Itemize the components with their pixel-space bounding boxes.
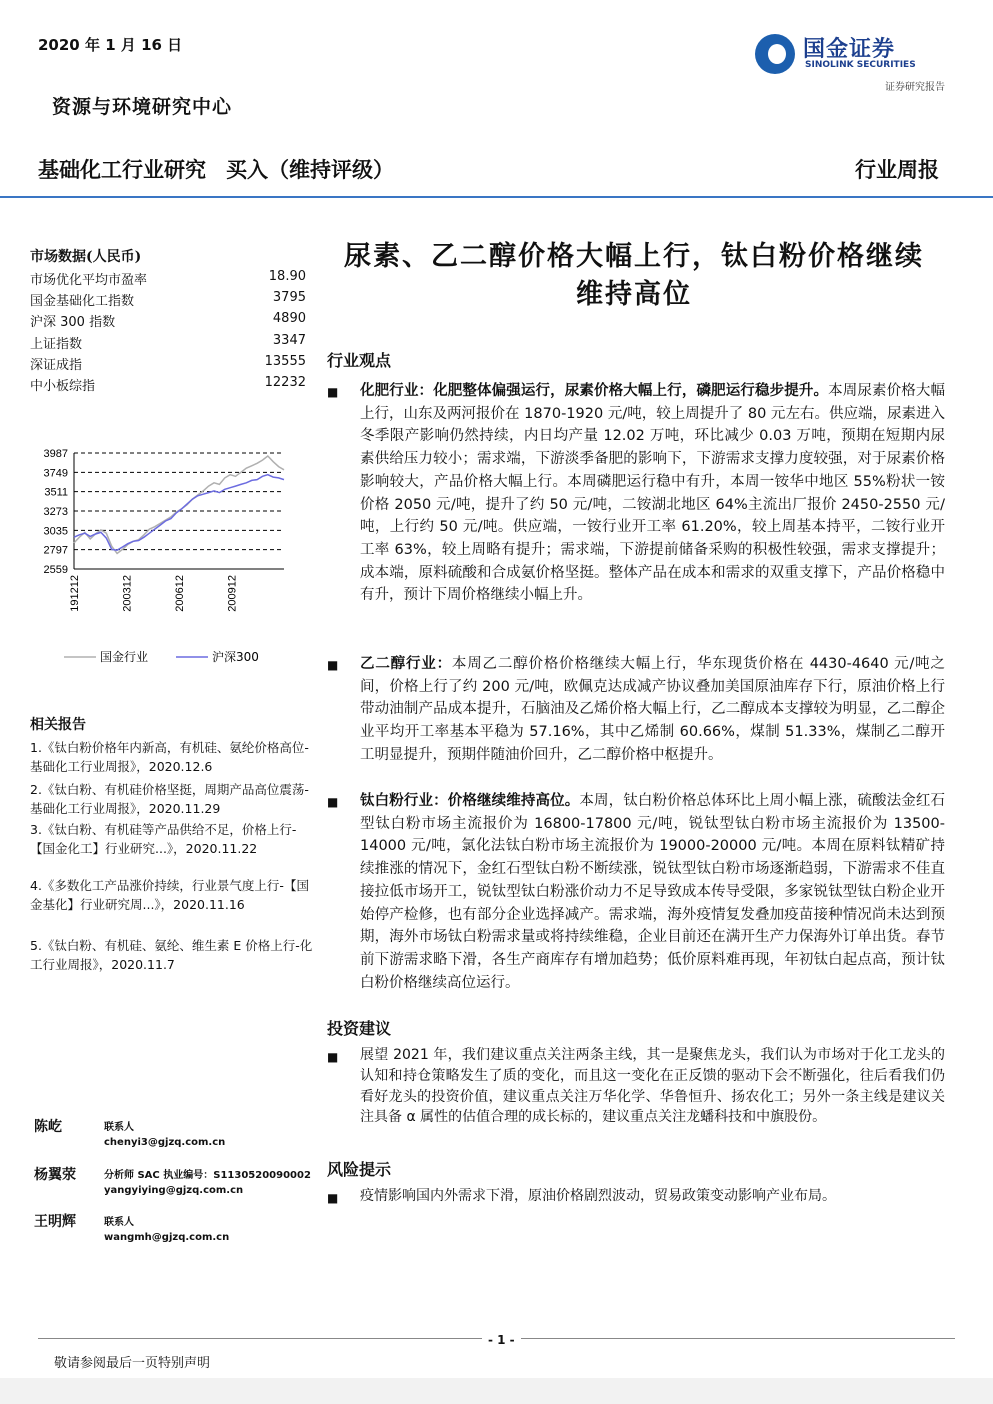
market-row-value: 4890: [272, 311, 306, 327]
paragraph-glycol: [360, 653, 945, 767]
market-row-value: 18.90: [268, 269, 306, 284]
analyst-name: 杨翼荥: [34, 1167, 76, 1183]
market-row-value: 13555: [264, 353, 306, 369]
related-report-item[interactable]: 3.《钛白粉、有机硅等产品供给不足，价格上行-【国金化工】行业研究...》，2020.11.22: [30, 822, 297, 856]
market-row: [30, 290, 306, 309]
logo-subtitle: 证券研究报告: [885, 82, 945, 93]
analyst-role: 分析师 SAC 执业编号：S1130520090002: [104, 1170, 311, 1181]
paragraph-fertilizer: [360, 380, 945, 607]
bullet-icon: ■: [327, 795, 339, 809]
analyst-email[interactable]: yangyiying@gjzq.com.cn: [104, 1185, 244, 1196]
report-type: 行业周报: [855, 157, 939, 182]
x-tick-label: 200312: [121, 575, 134, 612]
index-chart-svg: [28, 440, 318, 680]
related-reports-title: 相关报告: [30, 717, 86, 733]
section-risk: 风险提示: [327, 1160, 392, 1179]
page-number: - 1 -: [482, 1333, 521, 1347]
report-date: 2020 年 1 月 16 日: [38, 36, 183, 54]
analyst-name: 陈屹: [34, 1119, 62, 1135]
y-tick-label: 3987: [43, 448, 68, 460]
y-tick-label: 3511: [44, 486, 68, 499]
paragraph-titanium-body: 本周，钛白粉价格总体环比上周小幅上涨，硫酸法金红石型钛白粉市场主流报价为 16800-17800 元/吨，锐钛型钛白粉市场主流报价为 13500-14000 元/吨，氯化法钛白粉市场主流报价为 19000-20000 元/吨。本周在原料钛精矿持续推涨的情况下，金红石型钛白粉不断续涨，锐钛型钛白粉市场逐渐趋弱，下游需求不佳直接拉低市场开工，锐钛型钛白粉涨价动力不足导致成本传导受限，多家锐钛型钛白粉企业开始停产检修，也有部分企业选择减产。需求端，海外疫情复发叠加疫苗接种情况尚未达到预期，海外市场钛白粉需求量或将持续维稳，企业目前还在满开生产力保海外订单出货。春节前下游需求略下滑，各生产商库存有增加趋势；低价原料难再现，年初钛白起点高，预计钛白粉价格继续高位运行。: [360, 793, 945, 991]
series-line-1: [74, 475, 284, 551]
market-row: [30, 269, 306, 288]
analyst-contact: [104, 1215, 229, 1245]
x-tick-label: 200912: [226, 575, 239, 612]
x-tick-label: 191212: [69, 575, 81, 612]
analyst-name: 王明辉: [34, 1214, 76, 1230]
company-logo: [755, 32, 945, 92]
market-row-label: 市场优化平均市盈率: [30, 273, 148, 288]
bullet-icon: ■: [327, 658, 339, 672]
related-report-item[interactable]: 5.《钛白粉、有机硅、氨纶、维生素 E 价格上行-化工行业周报》，2020.11.7: [30, 938, 313, 972]
report-title: [326, 238, 942, 314]
legend-label: 国金行业: [100, 650, 149, 664]
market-row-label: 中小板综指: [30, 379, 96, 394]
logo-name: 国金证券: [803, 37, 896, 62]
department-name: 资源与环境研究中心: [52, 96, 233, 118]
y-tick-label: 3273: [43, 506, 68, 518]
analyst-role: 联系人: [104, 1217, 134, 1228]
y-tick-label: 2797: [43, 544, 68, 557]
analyst-email[interactable]: wangmh@gjzq.com.cn: [104, 1232, 230, 1243]
logo-mark-icon: [755, 34, 795, 74]
header-line: [38, 154, 414, 184]
market-row-value: 3795: [272, 290, 306, 306]
y-tick-label: 2559: [43, 564, 68, 576]
market-row: [30, 354, 306, 373]
market-row: [30, 333, 306, 352]
paragraph-risk: 疫情影响国内外需求下滑，原油价格剧烈波动，贸易政策变动影响产业布局。: [360, 1188, 836, 1204]
paragraph-titanium-lead: 钛白粉行业：价格继续维持高位。: [360, 793, 580, 809]
market-row: [30, 311, 306, 330]
market-row-value: 12232: [264, 375, 306, 390]
header-divider: [0, 196, 993, 198]
report-title-line2: 维持高位: [576, 279, 692, 310]
market-row-label: 国金基础化工指数: [30, 294, 135, 310]
logo-english: SINOLINK SECURITIES: [805, 60, 916, 70]
analyst-contact: [104, 1168, 311, 1198]
analyst-email[interactable]: chenyi3@gjzq.com.cn: [104, 1137, 226, 1148]
bullet-icon: ■: [327, 1050, 339, 1064]
market-row-value: 3347: [272, 332, 306, 348]
x-tick-label: 200612: [174, 575, 186, 612]
section-industry-view: 行业观点: [327, 351, 392, 370]
market-row: [30, 375, 306, 394]
related-report-item[interactable]: 1.《钛白粉价格年内新高，有机硅、氨纶价格高位-基础化工行业周报》，2020.12.6: [30, 740, 309, 774]
y-tick-label: 3035: [43, 525, 68, 538]
y-tick-label: 3749: [43, 467, 68, 480]
bullet-icon: ■: [327, 385, 339, 399]
analyst-contact: [104, 1120, 225, 1150]
legend-label: 沪深300: [212, 650, 259, 664]
index-chart: [28, 440, 318, 680]
paragraph-investment: 展望 2021 年，我们建议重点关注两条主线，其一是聚焦龙头，我们认为市场对于化工龙头的认知和持仓策略发生了质的变化，而且这一变化在正反馈的驱动下会不断强化，往后看我们仍看好龙头的投资价值，建议重点关注万华化学、华鲁恒升、扬农化工；另外一条主线是建议关注具备 α 属性的估值合理的成长标的，建议重点关注龙蟠科技和中旗股份。: [360, 1047, 945, 1126]
related-report-item[interactable]: 4.《多数化工产品涨价持续，行业景气度上行-【国金基化】行业研究周...》，2020.11.16: [30, 878, 309, 912]
bottom-band: [0, 1378, 993, 1404]
market-row-label: 沪深 300 指数: [30, 315, 116, 331]
paragraph-glycol-body: 本周乙二醇价格价格继续大幅上行，华东现货价格在 4430-4640 元/吨之间，价格上行了约 200 元/吨，欧佩克达成减产协议叠加美国原油库存下行，原油价格上行带动油制产品成本提升，石脑油及乙烯价格大幅上行，乙二醇成本支撑较为明显，乙二醇企业平均开工率基本平稳为 57.16%，其中乙烯制 60.66%，煤制 51.33%，煤制乙二醇开工明显提升，预期伴随油价回升，乙二醇价格中枢提升。: [360, 656, 946, 763]
paragraph-glycol-lead: 乙二醇行业：: [360, 656, 452, 672]
market-data-title: 市场数据(人民币): [30, 249, 142, 265]
paragraph-fertilizer-body: 本周尿素价格大幅上行，山东及两河报价在 1870-1920 元/吨，较上周提升了 80 元左右。供应端，尿素进入冬季限产影响仍然持续，内日均产量 12.02 万吨，环比减少 0.03 万吨，预期在短期内尿素供给压力较小；需求端，下游淡季备肥的影响下，下游需求支撑力度较强，对于尿素价格影响较大，产品价格大幅上行。本周磷肥运行稳中有升，本周一铵华中地区 55%粉状一铵价格 2050 元/吨，提升了约 50 元/吨，二铵湖北地区 64%主流出厂报价 2450-2550 元/吨，上行约 50 元/吨。供应端，一铵行业开工率 61.20%，较上周基本持平，二铵行业开工率 63%，较上周略有提升；需求端，下游提前储备采购的积极性较强，需求支撑提升；成本端，原料硫酸和合成氨价格坚挺。整体产品在成本和需求的双重支撑下，产品价格稳中有升，预计下周价格继续小幅上升。: [360, 383, 946, 604]
series-line-0: [74, 456, 284, 554]
market-row-label: 深证成指: [30, 357, 83, 373]
analyst-role: 联系人: [104, 1122, 134, 1133]
bullet-icon: ■: [327, 1191, 339, 1205]
rating-label: 买入（维持评级）: [226, 158, 394, 182]
paragraph-titanium: [360, 790, 945, 994]
paragraph-fertilizer-lead: 化肥行业：化肥整体偏强运行，尿素价格大幅上行，磷肥运行稳步提升。: [360, 383, 829, 399]
industry-label: 基础化工行业研究: [38, 158, 206, 182]
disclaimer-note: 敬请参阅最后一页特别声明: [54, 1356, 211, 1371]
related-report-item[interactable]: 2.《钛白粉、有机硅价格坚挺，周期产品高位震荡-基础化工行业周报》，2020.11.29: [30, 782, 309, 816]
section-investment: 投资建议: [327, 1019, 392, 1038]
report-title-line1: 尿素、乙二醇价格大幅上行，钛白粉价格继续: [344, 241, 924, 272]
market-row-label: 上证指数: [30, 336, 83, 352]
